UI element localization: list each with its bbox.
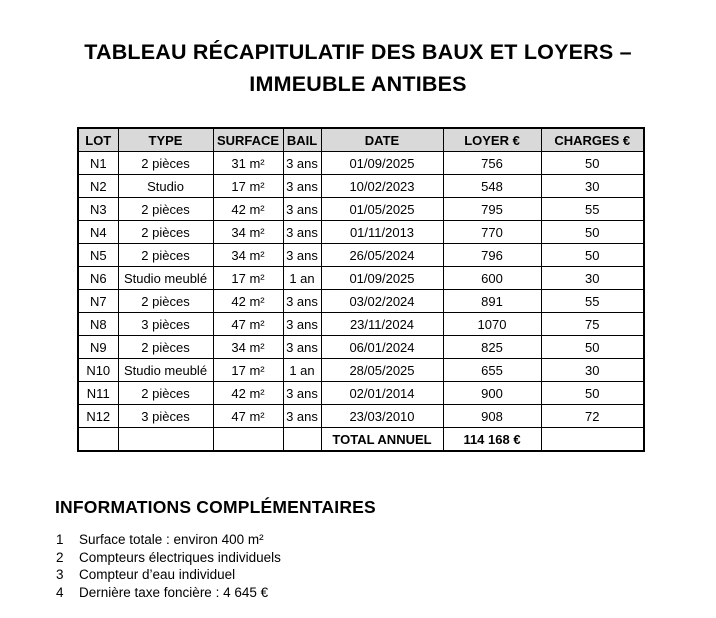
column-header: TYPE — [118, 128, 213, 152]
table-cell: 2 pièces — [118, 244, 213, 267]
table-row — [78, 244, 644, 267]
table-row — [78, 152, 644, 175]
table-cell: 03/02/2024 — [321, 290, 443, 313]
table-cell: 3 ans — [283, 175, 321, 198]
table-cell: 72 — [541, 405, 644, 428]
column-header: LOT — [78, 128, 118, 152]
table-cell: 600 — [443, 267, 541, 290]
table-cell: 34 m² — [213, 336, 283, 359]
table-cell: 17 m² — [213, 267, 283, 290]
table-row — [78, 290, 644, 313]
table-cell: 770 — [443, 221, 541, 244]
table-cell: N1 — [78, 152, 118, 175]
table-row — [78, 359, 644, 382]
table-cell: 2 pièces — [118, 336, 213, 359]
table-cell: 3 pièces — [118, 405, 213, 428]
table-cell: 2 pièces — [118, 198, 213, 221]
column-header: CHARGES € — [541, 128, 644, 152]
table-cell: 3 ans — [283, 244, 321, 267]
table-cell: 10/02/2023 — [321, 175, 443, 198]
table-cell: N7 — [78, 290, 118, 313]
table-cell: Studio meublé — [118, 267, 213, 290]
table-cell: N4 — [78, 221, 118, 244]
page-title-line-2: IMMEUBLE ANTIBES — [249, 72, 467, 96]
table-cell: 02/01/2014 — [321, 382, 443, 405]
table-cell: 34 m² — [213, 221, 283, 244]
table-row — [78, 198, 644, 221]
table-cell: 2 pièces — [118, 221, 213, 244]
table-cell: N5 — [78, 244, 118, 267]
table-row — [78, 336, 644, 359]
column-header: DATE — [321, 128, 443, 152]
table-cell: 01/09/2025 — [321, 152, 443, 175]
table-cell: 42 m² — [213, 290, 283, 313]
column-header: LOYER € — [443, 128, 541, 152]
table-cell: 2 pièces — [118, 152, 213, 175]
table-header-row — [78, 128, 644, 152]
table-cell: 114 168 € — [443, 428, 541, 452]
table-row — [78, 221, 644, 244]
table-cell: 50 — [541, 221, 644, 244]
table-cell: 3 ans — [283, 405, 321, 428]
table-cell — [118, 428, 213, 452]
column-header: SURFACE — [213, 128, 283, 152]
table-cell: 795 — [443, 198, 541, 221]
table-cell: 756 — [443, 152, 541, 175]
table-cell: 42 m² — [213, 382, 283, 405]
column-header: BAIL — [283, 128, 321, 152]
table-cell: N11 — [78, 382, 118, 405]
table-cell: 50 — [541, 244, 644, 267]
info-section-heading: INFORMATIONS COMPLÉMENTAIRES — [55, 497, 376, 517]
table-cell — [541, 428, 644, 452]
table-cell: N2 — [78, 175, 118, 198]
table-cell: N10 — [78, 359, 118, 382]
table-row — [78, 405, 644, 428]
table-cell: 3 ans — [283, 221, 321, 244]
table-cell: N3 — [78, 198, 118, 221]
info-list — [56, 531, 716, 601]
info-item — [56, 566, 716, 584]
table-row — [78, 267, 644, 290]
table-cell: Studio — [118, 175, 213, 198]
info-item-text: Dernière taxe foncière : 4 645 € — [79, 584, 269, 600]
table-cell: 3 pièces — [118, 313, 213, 336]
table-cell: 31 m² — [213, 152, 283, 175]
info-item-number: 2 — [56, 549, 64, 565]
table-cell: 2 pièces — [118, 382, 213, 405]
table-cell: 47 m² — [213, 313, 283, 336]
table-cell: 891 — [443, 290, 541, 313]
table-cell: 23/11/2024 — [321, 313, 443, 336]
rent-summary-table — [77, 127, 645, 452]
table-cell: 3 ans — [283, 198, 321, 221]
table-cell: N8 — [78, 313, 118, 336]
table-cell: Studio meublé — [118, 359, 213, 382]
table-cell: 2 pièces — [118, 290, 213, 313]
table-cell: 23/03/2010 — [321, 405, 443, 428]
table-cell: 3 ans — [283, 313, 321, 336]
page-title-line-1: TABLEAU RÉCAPITULATIF DES BAUX ET LOYERS – — [84, 40, 632, 64]
table-cell: 1 an — [283, 359, 321, 382]
table-cell: 3 ans — [283, 382, 321, 405]
table-cell: 06/01/2024 — [321, 336, 443, 359]
info-item-number: 4 — [56, 584, 64, 600]
total-row — [78, 428, 644, 452]
info-item-number: 3 — [56, 567, 64, 582]
table-cell: 01/09/2025 — [321, 267, 443, 290]
table-row — [78, 382, 644, 405]
table-cell: 28/05/2025 — [321, 359, 443, 382]
table-cell: 908 — [443, 405, 541, 428]
table-row — [78, 175, 644, 198]
table-cell: 50 — [541, 152, 644, 175]
table-cell: 55 — [541, 290, 644, 313]
info-item — [56, 531, 716, 549]
table-cell: 30 — [541, 175, 644, 198]
table-cell: 825 — [443, 336, 541, 359]
table-cell: 17 m² — [213, 359, 283, 382]
table-cell: 26/05/2024 — [321, 244, 443, 267]
table-cell — [283, 428, 321, 452]
table-row — [78, 313, 644, 336]
table-cell: 42 m² — [213, 198, 283, 221]
page-title — [0, 0, 716, 100]
table-cell: 30 — [541, 359, 644, 382]
info-item-text: Surface totale : environ 400 m² — [79, 532, 264, 547]
table-cell — [78, 428, 118, 452]
table-cell — [213, 428, 283, 452]
table-cell: 47 m² — [213, 405, 283, 428]
info-item-text: Compteurs électriques individuels — [79, 549, 281, 565]
table-cell: N9 — [78, 336, 118, 359]
table-cell: 01/05/2025 — [321, 198, 443, 221]
info-item — [56, 549, 716, 567]
table-cell: 50 — [541, 382, 644, 405]
table-cell: 900 — [443, 382, 541, 405]
table-cell: TOTAL ANNUEL — [321, 428, 443, 452]
info-item — [56, 584, 716, 602]
table-cell: 75 — [541, 313, 644, 336]
table-cell: 655 — [443, 359, 541, 382]
table-cell: 55 — [541, 198, 644, 221]
info-item-text: Compteur d’eau individuel — [79, 567, 236, 582]
table-cell: 30 — [541, 267, 644, 290]
table-cell: 3 ans — [283, 152, 321, 175]
table-cell: 01/11/2013 — [321, 221, 443, 244]
info-item-number: 1 — [56, 532, 64, 547]
table-header — [78, 128, 644, 152]
table-body — [78, 152, 644, 452]
table-cell: 17 m² — [213, 175, 283, 198]
table-cell: 3 ans — [283, 290, 321, 313]
table-cell: N6 — [78, 267, 118, 290]
table-cell: 548 — [443, 175, 541, 198]
table-cell: 3 ans — [283, 336, 321, 359]
table-cell: 1 an — [283, 267, 321, 290]
table-cell: 1070 — [443, 313, 541, 336]
table-cell: 34 m² — [213, 244, 283, 267]
table-cell: 796 — [443, 244, 541, 267]
table-cell: N12 — [78, 405, 118, 428]
table-cell: 50 — [541, 336, 644, 359]
